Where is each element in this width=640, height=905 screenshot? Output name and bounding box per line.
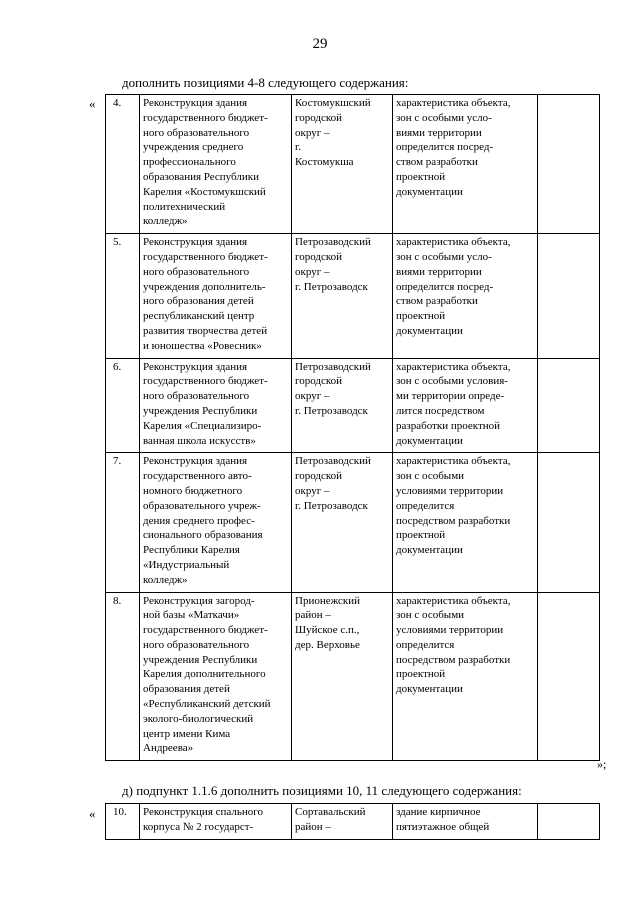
object-name-cell-line: и юношества «Ровесник»	[143, 339, 262, 352]
location-cell-line: Костомукша	[295, 156, 354, 169]
positions-table-2-body	[106, 804, 600, 840]
characteristic-cell-line: определится посред-	[396, 141, 494, 154]
object-name-cell-line: учреждения Республики	[143, 404, 258, 417]
object-name-cell-line: Карелия «Специализиро-	[143, 419, 262, 432]
positions-table-2	[105, 803, 600, 840]
close-quote: »;	[597, 757, 607, 771]
location-cell-line: городской	[295, 250, 343, 263]
row-number-cell: 7.	[106, 453, 140, 592]
characteristic-cell-line: проектной	[396, 668, 446, 681]
object-name-cell-line: «Индустриальный	[143, 558, 230, 571]
object-name-cell-line: учреждения среднего	[143, 141, 244, 154]
characteristic-cell-line: лится посредством	[396, 404, 485, 417]
object-name-cell-line: Карелия «Костомукшский	[143, 185, 266, 198]
characteristic-cell-line: характеристика объекта,	[396, 97, 511, 109]
object-name-cell	[140, 592, 292, 761]
extra-cell	[538, 358, 600, 453]
characteristic-cell-line: зон с особыми	[396, 470, 465, 483]
characteristic-cell-line: документации	[396, 185, 463, 198]
location-cell-line: Сортавальский	[295, 806, 366, 818]
object-name-cell-line: эколого-биологический	[143, 712, 254, 725]
location-cell	[292, 358, 393, 453]
object-name-cell-line: образовательного учреж-	[143, 499, 261, 512]
characteristic-cell-line: характеристика объекта,	[396, 236, 511, 249]
location-cell-line: г.	[295, 141, 302, 154]
location-cell-line: округ –	[295, 265, 330, 278]
object-name-cell-line: профессионального	[143, 156, 236, 169]
characteristic-cell-line: документации	[396, 324, 463, 337]
object-name-cell-line: колледж»	[143, 573, 188, 586]
location-cell-line: Костомукшский	[295, 97, 371, 109]
location-cell-line: Петрозаводский	[295, 360, 371, 373]
location-cell	[292, 804, 393, 840]
object-name-cell-line: государственного бюджет-	[143, 250, 268, 263]
characteristic-cell-line: документации	[396, 544, 463, 557]
characteristic-cell-line: характеристика объекта,	[396, 455, 511, 468]
characteristic-cell	[393, 95, 538, 234]
characteristic-cell-line: определится посред-	[396, 280, 494, 293]
object-name-cell-line: государственного бюджет-	[143, 375, 268, 388]
table-row	[106, 95, 600, 234]
location-cell-line: городской	[295, 470, 343, 483]
characteristic-cell-line: определится	[396, 638, 455, 651]
location-cell-line: округ –	[295, 390, 330, 403]
location-cell-line: г. Петрозаводск	[295, 499, 368, 512]
table-row	[106, 804, 600, 840]
characteristic-cell	[393, 804, 538, 840]
object-name-cell	[140, 358, 292, 453]
object-name-cell	[140, 95, 292, 234]
object-name-cell-line: Реконструкция спального	[143, 806, 264, 818]
table-row	[106, 453, 600, 592]
characteristic-cell-line: виями территории	[396, 126, 482, 139]
location-cell	[292, 95, 393, 234]
extra-cell	[538, 234, 600, 358]
characteristic-cell-line: пятиэтажное общей	[396, 820, 490, 833]
characteristic-cell	[393, 453, 538, 592]
location-cell-line: городской	[295, 375, 343, 388]
object-name-cell-line: образования Республики	[143, 170, 259, 183]
object-name-cell-line: ного образовательного	[143, 390, 250, 403]
characteristic-cell-line: условиями территории	[396, 484, 504, 497]
object-name-cell-line: политехнический	[143, 200, 226, 213]
section-text: д) подпункт 1.1.6 дополнить позициями 10, 11 следующего содержания:	[122, 783, 522, 798]
object-name-cell-line: ного образовательного	[143, 126, 250, 139]
object-name-cell-line: учреждения дополнитель-	[143, 280, 266, 293]
extra-cell	[538, 95, 600, 234]
object-name-cell-line: государственного бюджет-	[143, 111, 268, 124]
extra-cell	[538, 592, 600, 761]
object-name-cell-line: Реконструкция здания	[143, 455, 248, 468]
location-cell-line: Петрозаводский	[295, 455, 371, 468]
object-name-cell-line: Реконструкция здания	[143, 97, 248, 109]
extra-cell	[538, 804, 600, 840]
characteristic-cell-line: зон с особыми	[396, 609, 465, 622]
object-name-cell-line: государственного бюджет-	[143, 624, 268, 637]
page-number: 29	[312, 36, 328, 52]
location-cell-line: Петрозаводский	[295, 236, 371, 249]
row-number-cell: 6.	[106, 358, 140, 453]
positions-table	[105, 94, 600, 761]
characteristic-cell-line: виями территории	[396, 265, 482, 278]
object-name-cell-line: корпуса № 2 государст-	[143, 820, 254, 833]
object-name-cell-line: Республики Карелия	[143, 544, 240, 557]
object-name-cell-line: Реконструкция здания	[143, 236, 248, 249]
characteristic-cell-line: характеристика объекта,	[396, 594, 511, 607]
location-cell-line: Шуйское с.п.,	[295, 624, 360, 637]
row-number-cell: 5.	[106, 234, 140, 358]
table-row	[106, 234, 600, 358]
location-cell	[292, 592, 393, 761]
object-name-cell-line: дения среднего профес-	[143, 514, 255, 527]
location-cell-line: г. Петрозаводск	[295, 404, 368, 417]
characteristic-cell	[393, 234, 538, 358]
table-row	[106, 592, 600, 761]
location-cell-line: район –	[295, 609, 331, 622]
characteristic-cell-line: документации	[396, 683, 463, 696]
object-name-cell-line: центр имени Кима	[143, 727, 231, 740]
object-name-cell-line: учреждения Республики	[143, 653, 258, 666]
object-name-cell-line: Андреева»	[143, 742, 194, 755]
characteristic-cell-line: определится	[396, 499, 455, 512]
object-name-cell	[140, 804, 292, 840]
characteristic-cell-line: здание кирпичное	[396, 806, 481, 818]
object-name-cell-line: Реконструкция здания	[143, 360, 248, 373]
characteristic-cell	[393, 592, 538, 761]
object-name-cell	[140, 453, 292, 592]
characteristic-cell-line: документации	[396, 434, 463, 447]
object-name-cell-line: Реконструкция загород-	[143, 594, 255, 607]
location-cell-line: дер. Верховье	[295, 638, 360, 651]
open-quote: «	[89, 96, 96, 111]
characteristic-cell-line: проектной	[396, 310, 446, 323]
object-name-cell-line: ной базы «Маткачи»	[143, 609, 240, 622]
characteristic-cell-line: проектной	[396, 529, 446, 542]
location-cell-line: городской	[295, 111, 343, 124]
characteristic-cell	[393, 358, 538, 453]
object-name-cell-line: номного бюджетного	[143, 484, 243, 497]
object-name-cell-line: образования детей	[143, 683, 230, 696]
characteristic-cell-line: посредством разработки	[396, 653, 511, 666]
open-quote-2: «	[89, 806, 96, 821]
location-cell-line: округ –	[295, 484, 330, 497]
extra-cell	[538, 453, 600, 592]
row-number-cell: 8.	[106, 592, 140, 761]
intro-text: дополнить позициями 4-8 следующего содержания:	[122, 75, 409, 90]
characteristic-cell-line: зон с особыми условия-	[396, 375, 508, 388]
object-name-cell-line: ного образовательного	[143, 638, 250, 651]
location-cell-line: район –	[295, 820, 331, 833]
table-row	[106, 358, 600, 453]
characteristic-cell-line: зон с особыми усло-	[396, 250, 492, 263]
characteristic-cell-line: посредством разработки	[396, 514, 511, 527]
positions-table-body	[106, 95, 600, 761]
object-name-cell-line: ванная школа искусств»	[143, 434, 256, 447]
characteristic-cell-line: характеристика объекта,	[396, 360, 511, 373]
location-cell-line: округ –	[295, 126, 330, 139]
characteristic-cell-line: зон с особыми усло-	[396, 111, 492, 124]
location-cell-line: г. Петрозаводск	[295, 280, 368, 293]
characteristic-cell-line: проектной	[396, 170, 446, 183]
object-name-cell-line: ного образовательного	[143, 265, 250, 278]
object-name-cell-line: сионального образования	[143, 529, 263, 542]
location-cell	[292, 234, 393, 358]
characteristic-cell-line: условиями территории	[396, 624, 504, 637]
object-name-cell-line: «Республиканский детский	[143, 698, 271, 711]
object-name-cell	[140, 234, 292, 358]
characteristic-cell-line: ми территории опреде-	[396, 390, 505, 403]
object-name-cell-line: республиканский центр	[143, 310, 255, 323]
object-name-cell-line: Карелия дополнительного	[143, 668, 266, 681]
characteristic-cell-line: разработки проектной	[396, 419, 501, 432]
location-cell	[292, 453, 393, 592]
object-name-cell-line: ного образования детей	[143, 295, 254, 308]
object-name-cell-line: колледж»	[143, 215, 188, 228]
object-name-cell-line: государственного авто-	[143, 470, 252, 483]
row-number-cell: 10.	[106, 804, 140, 840]
characteristic-cell-line: ством разработки	[396, 295, 478, 308]
row-number-cell: 4.	[106, 95, 140, 234]
object-name-cell-line: развития творчества детей	[143, 324, 268, 337]
characteristic-cell-line: ством разработки	[396, 156, 478, 169]
location-cell-line: Прионежский	[295, 594, 361, 607]
